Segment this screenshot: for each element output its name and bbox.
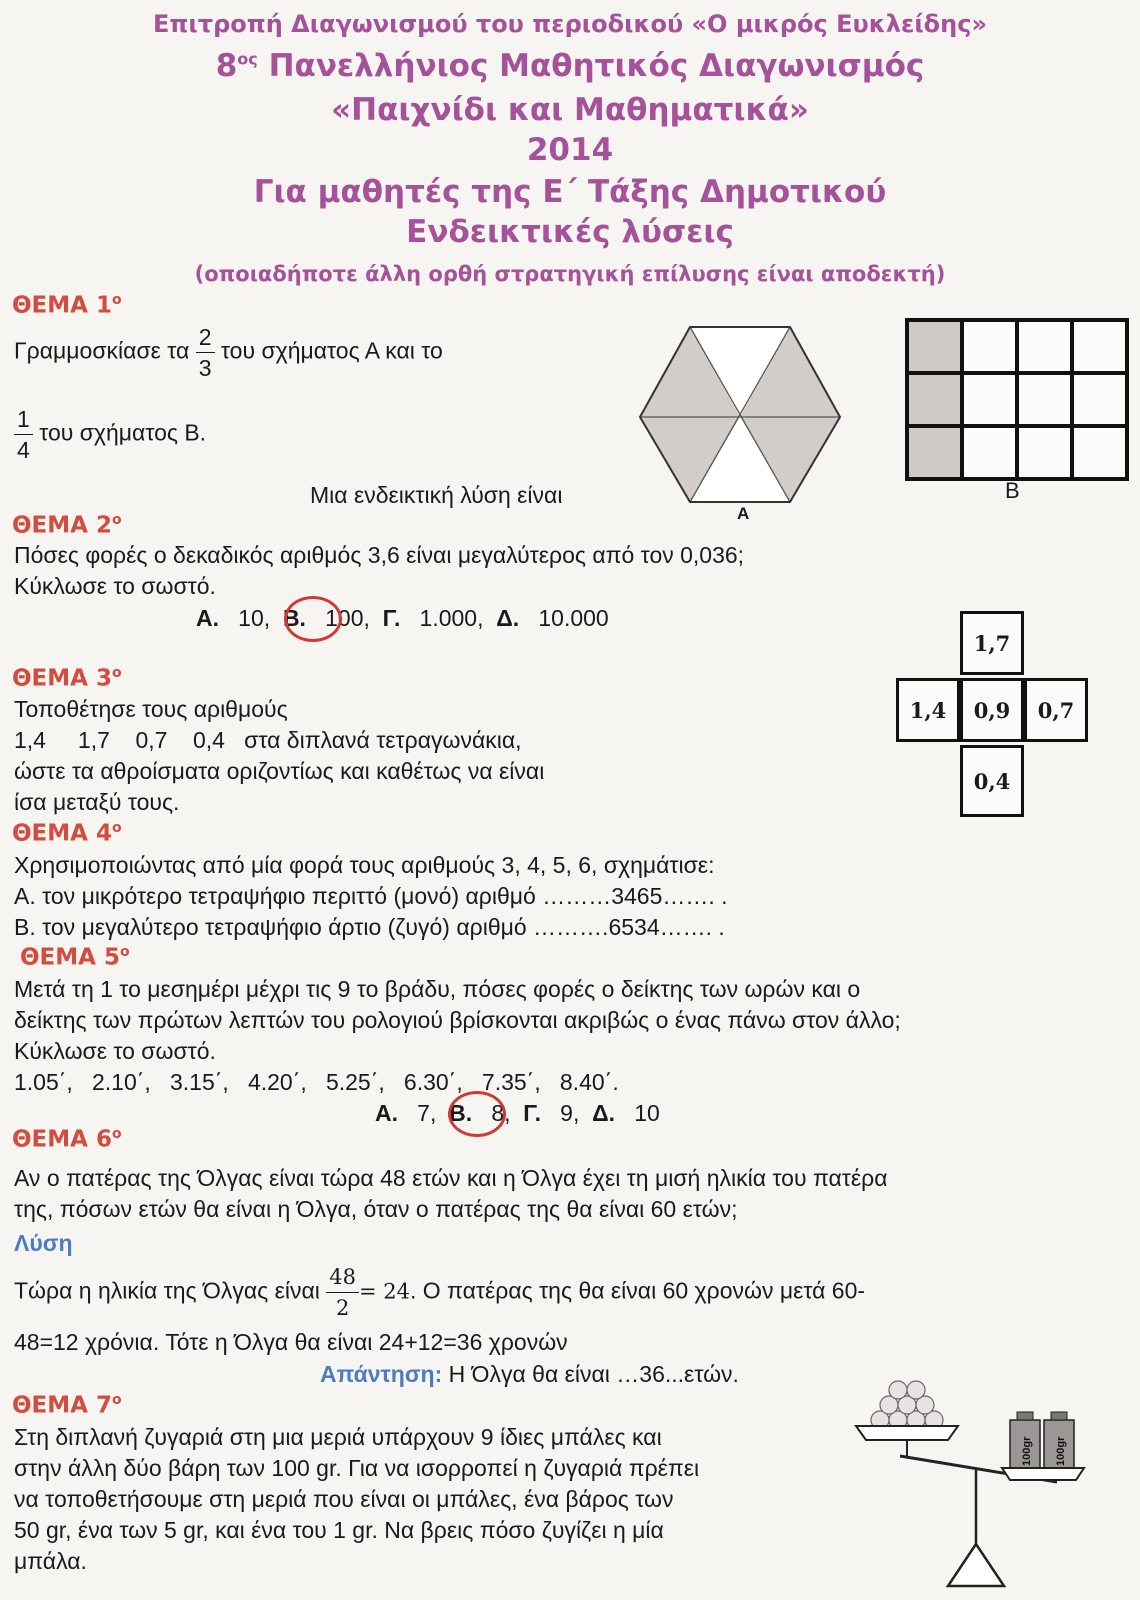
- theme-7-line-3: να τοποθετήσουμε στη μεριά που είναι οι μπάλες, ένα βάρος των: [14, 1486, 674, 1512]
- theme-3-heading: [12, 665, 122, 692]
- fraction-numerator: 2: [196, 322, 215, 353]
- header-solutions: Ενδεικτικές λύσεις: [406, 214, 734, 250]
- header-line-1: Επιτροπή Διαγωνισμού του περιοδικού «Ο μικρός Ευκλείδης»: [153, 10, 987, 38]
- fraction-denominator: 4: [17, 437, 30, 463]
- grid-cell: [1019, 375, 1070, 424]
- option-c-value: 1.000,: [419, 605, 484, 631]
- theme-sup: ο: [119, 944, 130, 960]
- grid-cell: [1074, 428, 1125, 477]
- theme-number: 2: [95, 512, 112, 539]
- fraction-denominator: 2: [335, 1296, 350, 1320]
- theme-7-heading: [12, 1392, 122, 1419]
- theme-1-line-1: [14, 322, 443, 383]
- theme-word: ΘΕΜΑ: [12, 292, 88, 319]
- header-year: 2014: [526, 132, 614, 168]
- theme-word: ΘΕΜΑ: [12, 665, 88, 692]
- theme-word: ΘΕΜΑ: [12, 1392, 88, 1419]
- theme-6-solution-line-1: [14, 1262, 865, 1323]
- hexagon-shape-a: [630, 322, 850, 512]
- theme-3-line-4: ίσα μεταξύ τους.: [14, 789, 180, 815]
- theme-7-line-1: Στη διπλανή ζυγαριά στη μια μεριά υπάρχουν 9 ίδιες μπάλες και: [14, 1424, 662, 1450]
- theme-5-times: 1.05΄, 2.10΄, 3.15΄, 4.20΄, 5.25΄, 6.30΄, 7.35΄, 8.40΄.: [14, 1069, 619, 1095]
- header-ordinal-suffix: ος: [237, 49, 258, 69]
- theme-5-heading: [20, 944, 130, 971]
- theme-3-line-1: Τοποθέτησε τους αριθμούς: [14, 696, 288, 722]
- option-b-value: 8,: [491, 1100, 511, 1126]
- grid-cell: [1019, 322, 1070, 371]
- theme-1-hint: Μια ενδεικτική λύση είναι: [310, 482, 563, 508]
- header-contest-name: Πανελλήνιος Μαθητικός Διαγωνισμός: [257, 48, 925, 84]
- theme-5-instruction: Κύκλωσε το σωστό.: [14, 1038, 216, 1064]
- theme-6-answer: [320, 1359, 739, 1389]
- label-shape-b: B: [1005, 478, 1020, 503]
- option-b-label: Β.: [449, 1100, 473, 1126]
- option-b-value: 100,: [325, 605, 370, 631]
- balance-scale-icon: [852, 1370, 1102, 1592]
- theme-4-line-1: Χρησιμοποιώντας από μία φορά τους αριθμούς 3, 4, 5, 6, σχημάτισε:: [14, 852, 715, 878]
- theme-number: 1: [95, 292, 112, 319]
- theme-6-line-1: Αν ο πατέρας της Όλγας είναι τώρα 48 ετών και η Όλγα έχει τη μισή ηλικία του πατέρα: [14, 1165, 888, 1191]
- theme-sup: ο: [111, 665, 122, 681]
- theme-3-line-3: ώστε τα αθροίσματα οριζοντίως και καθέτως να είναι: [14, 758, 545, 784]
- label-shape-a: A: [737, 504, 750, 523]
- fraction-48-over-2: [326, 1262, 359, 1323]
- weight-label-right: 100gr: [1055, 1436, 1067, 1466]
- theme-word: ΘΕΜΑ: [20, 944, 96, 971]
- option-c-value: 9,: [560, 1100, 580, 1126]
- option-c-label: Γ.: [382, 605, 401, 631]
- grid-cell: [964, 375, 1015, 424]
- theme-1-text-a: Γραμμοσκίασε τα: [14, 337, 190, 364]
- grid-cell: [964, 322, 1015, 371]
- option-a-value: 7,: [417, 1100, 437, 1126]
- option-d-label: Δ.: [496, 605, 520, 631]
- fraction-numerator: 48: [326, 1262, 359, 1293]
- theme-6-solution-line-2: 48=12 χρόνια. Τότε η Όλγα θα είναι 24+12=36 χρονών: [14, 1329, 568, 1355]
- answer-label: Απάντηση:: [320, 1361, 443, 1387]
- theme-word: ΘΕΜΑ: [12, 512, 88, 539]
- theme-2-options: [196, 603, 609, 633]
- grid-cell: [909, 375, 960, 424]
- theme-sup: ο: [111, 512, 122, 528]
- cross-cell-left: 1,4: [896, 678, 960, 742]
- solution-text-a: Τώρα η ηλικία της Όλγας είναι: [14, 1277, 320, 1304]
- fraction-numerator: 1: [14, 404, 33, 435]
- option-d-value: 10.000: [538, 605, 609, 631]
- weight-label-left: 100gr: [1021, 1436, 1033, 1466]
- solution-label: Λύση: [14, 1230, 73, 1256]
- option-d-label: Δ.: [592, 1100, 616, 1126]
- theme-sup: ο: [111, 1392, 122, 1408]
- cross-cell-right: 0,7: [1024, 678, 1088, 742]
- theme-number: 3: [95, 665, 112, 692]
- theme-number: 5: [103, 944, 120, 971]
- theme-number: 7: [95, 1392, 112, 1419]
- theme-2-heading: [12, 512, 122, 539]
- fraction-one-quarter: [14, 404, 33, 465]
- theme-7-line-5: μπάλα.: [14, 1548, 87, 1574]
- theme-1-heading: [12, 292, 122, 319]
- answer-circle-theme-5: [448, 1091, 506, 1137]
- cross-cell-top: 1,7: [960, 611, 1024, 675]
- option-c-label: Γ.: [523, 1100, 541, 1126]
- theme-4-heading: [12, 820, 122, 847]
- theme-number: 4: [95, 820, 112, 847]
- grid-cell: [964, 428, 1015, 477]
- theme-5-options: [375, 1098, 660, 1128]
- grid-cell: [1019, 428, 1070, 477]
- fraction-two-thirds: [196, 322, 215, 383]
- theme-word: ΘΕΜΑ: [12, 1126, 88, 1153]
- theme-7-line-4: 50 gr, ένα των 5 gr, και ένα του 1 gr. Να βρεις πόσο ζυγίζει η μία: [14, 1517, 664, 1543]
- theme-1-text-b: του σχήματος Α και το: [220, 337, 443, 364]
- theme-1-line-2: [14, 404, 206, 465]
- theme-6-heading: [12, 1126, 122, 1153]
- theme-3-line-2: 1,4 1,7 0,7 0,4 στα διπλανά τετραγωνάκια,: [14, 727, 522, 753]
- header-ordinal: 8: [215, 48, 238, 84]
- theme-5-line-2: δείκτης των πρώτων λεπτών του ρολογιού βρίσκονται ακριβώς ο ένας πάνω στον άλλο;: [14, 1007, 901, 1033]
- answer-circle-theme-2: [284, 596, 342, 642]
- header-line-3: «Παιχνίδι και Μαθηματικά»: [331, 92, 809, 128]
- theme-1-text-c: του σχήματος Β.: [39, 419, 207, 446]
- grid-cell: [1074, 375, 1125, 424]
- theme-word: ΘΕΜΑ: [12, 820, 88, 847]
- theme-5-line-1: Μετά τη 1 το μεσημέρι μέχρι τις 9 το βράδυ, πόσες φορές ο δείκτης των ωρών και ο: [14, 976, 861, 1002]
- fraction-denominator: 3: [198, 355, 212, 381]
- solution-equation: = 24: [359, 1279, 410, 1304]
- header-note: (οποιαδήποτε άλλη ορθή στρατηγική επίλυσης είναι αποδεκτή): [194, 262, 946, 286]
- option-d-value: 10: [634, 1100, 660, 1126]
- theme-2-instruction: Κύκλωσε το σωστό.: [14, 573, 216, 599]
- option-a-label: Α.: [196, 605, 219, 631]
- theme-sup: ο: [111, 820, 122, 836]
- theme-sup: ο: [111, 1126, 122, 1142]
- theme-number: 6: [95, 1126, 112, 1153]
- answer-text: Η Όλγα θα είναι …36...ετών.: [442, 1361, 739, 1387]
- cross-cell-center: 0,9: [960, 678, 1024, 742]
- theme-4-answer-a: Α. τον μικρότερο τετραψήφιο περιττό (μονό) αριθμό ………3465……. .: [14, 883, 728, 909]
- theme-7-line-2: στην άλλη δύο βάρη των 100 gr. Για να ισορροπεί η ζυγαριά πρέπει: [14, 1455, 700, 1481]
- theme-6-line-2: της, πόσων ετών θα είναι η Όλγα, όταν ο πατέρας της θα είναι 60 ετών;: [14, 1196, 738, 1222]
- header-line-2: [0, 48, 1140, 84]
- header-grade: Για μαθητές της Ε΄ Τάξης Δημοτικού: [253, 174, 887, 210]
- grid-cell: [1074, 322, 1125, 371]
- option-a-value: 10,: [238, 605, 271, 631]
- theme-2-question: Πόσες φορές ο δεκαδικός αριθμός 3,6 είναι μεγαλύτερος από τον 0,036;: [14, 542, 745, 568]
- grid-cell: [909, 322, 960, 371]
- option-b-label: Β.: [282, 605, 306, 631]
- theme-4-answer-b: Β. τον μεγαλύτερο τετραψήφιο άρτιο (ζυγό) αριθμό ……….6534……. .: [14, 914, 725, 940]
- solution-text-b: . Ο πατέρας της θα είναι 60 χρονών μετά 60-: [410, 1277, 866, 1304]
- option-a-label: Α.: [375, 1100, 398, 1126]
- theme-sup: ο: [111, 292, 122, 308]
- grid-cell: [909, 428, 960, 477]
- cross-cell-bottom: 0,4: [960, 745, 1024, 817]
- grid-shape-b: [905, 318, 1129, 481]
